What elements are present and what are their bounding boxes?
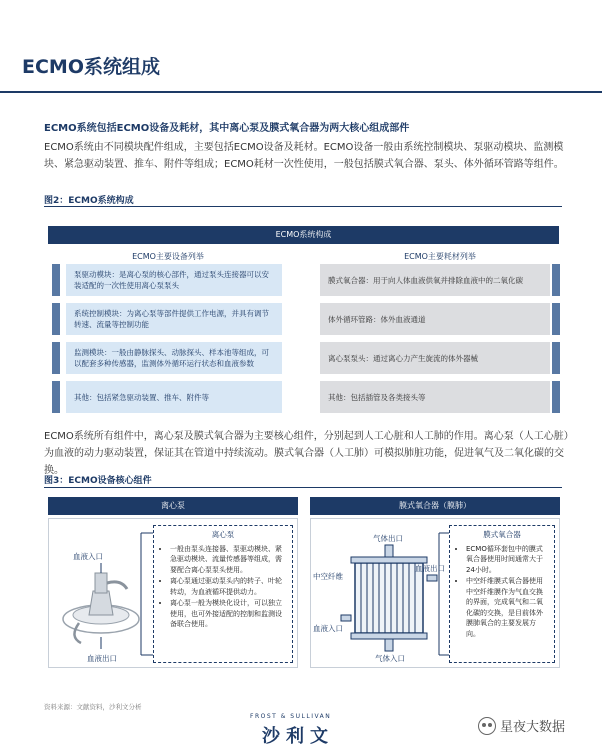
figure3-label: 图3：ECMO设备核心组件	[44, 476, 152, 486]
right-accent-bar	[552, 381, 560, 413]
oxygenator-bullet: • ECMO循环套包中的膜式氧合器使用时间通常大于24小时。	[466, 544, 548, 576]
pump-panel-header: 离心泵	[48, 497, 298, 515]
section-subheading: ECMO系统包括ECMO设备及耗材，其中离心泵及膜式氧合器为两大核心组成部件	[44, 123, 410, 134]
intro-paragraph: ECMO系统由不同模块配件组成，主要包括ECMO设备及耗材。ECMO设备一般由系统控制模块、泵驱动模块、监测模块、紧急驱动装置、推车、附件等组成；ECMO耗材一次性使用，一般包括膜式氧合器、泵头、体外循环管路等组件。	[44, 142, 564, 170]
figure2-label: 图2：ECMO系统构成	[44, 196, 134, 206]
equipment-item: 泵驱动模块：是离心泵的核心部件，通过泵头连接器可以安装适配的一次性使用离心泵泵头	[66, 264, 282, 296]
logo-tagline: FROST & SULLIVAN	[250, 713, 332, 720]
consumable-item: 膜式氧合器：用于向人体血液供氧并排除血液中的二氧化碳	[320, 264, 550, 296]
gas-outlet-label: 气体出口	[373, 534, 403, 543]
oxygenator-card-title: 膜式氧合器	[483, 530, 521, 539]
oxygenator-bullet: • 中空纤维膜式氧合器使用中空纤维膜作为气血交换的界面，完成氧气和二氧化碳的交换，是目前体外膜肺氧合的主要发展方向。	[466, 576, 548, 639]
core-components-paragraph: ECMO系统所有组件中，离心泵及膜式氧合器为主要核心组件，分别起到人工心脏和人工肺的作用。离心泵（人工心脏）为血液的动力驱动装置，保证其在管道中持续流动。膜式氧合器（人工肺）可模拟肺脏功能，促进氧气及二氧化碳的交换。	[44, 431, 574, 476]
figure3-divider	[44, 487, 562, 488]
consumables-column-header: ECMO主要耗材列举	[404, 252, 476, 261]
left-accent-bar	[52, 264, 60, 296]
equipment-item: 其他：包括紧急驱动装置、推车、附件等	[66, 381, 282, 413]
figure2-divider	[44, 206, 562, 207]
pump-panel	[48, 518, 298, 668]
pump-bullet: • 离心泵一般为模块化设计，可以独立使用，也可外接适配的控制和监测设备联合使用。	[170, 598, 286, 630]
hollow-fiber-label: 中空纤维	[313, 572, 343, 581]
figure2-diagram-title: ECMO系统构成	[48, 226, 559, 244]
watermark-text: 星夜大数据	[500, 720, 566, 735]
page-title: ECMO系统组成	[22, 56, 160, 78]
pump-inlet-label: 血液入口	[73, 552, 103, 561]
oxygenator-info-card	[449, 525, 555, 663]
equipment-item: 监测模块：一般由静脉探头、动脉探头、样本池等组成，可以配套多种传感器，监测体外循环运行状态和血液参数	[66, 342, 282, 374]
equipment-item: 系统控制模块：为离心泵等部件提供工作电源，并具有调节转速、流量等控制功能	[66, 303, 282, 335]
consumable-item: 离心泵泵头：通过离心力产生旋流的体外器械	[320, 342, 550, 374]
right-accent-bar	[552, 264, 560, 296]
pump-outlet-label: 血液出口	[87, 654, 117, 663]
left-accent-bar	[52, 303, 60, 335]
blood-outlet-label: 血液出口	[415, 564, 445, 573]
blood-inlet-label: 血液入口	[313, 624, 343, 633]
pump-bullet: • 离心泵通过驱动泵头内的转子、叶轮转动，为血液循环提供动力。	[170, 576, 286, 597]
company-logo: 沙利文	[262, 726, 334, 747]
page-header	[0, 0, 602, 92]
title-divider	[0, 91, 602, 93]
oxygenator-panel	[310, 518, 560, 668]
oxygenator-panel-header: 膜式氧合器（膜肺）	[310, 497, 560, 515]
consumable-item: 其他：包括插管及各类接头等	[320, 381, 550, 413]
left-accent-bar	[52, 381, 60, 413]
pump-bullet: • 一般由泵头连接器、泵驱动模块、紧急驱动模块、流量传感器等组成，需要配合离心泵泵头使用。	[170, 544, 286, 576]
watermark	[478, 716, 565, 735]
gas-inlet-label: 气体入口	[375, 654, 405, 663]
equipment-column-header: ECMO主要设备列举	[132, 252, 204, 261]
right-accent-bar	[552, 342, 560, 374]
wechat-icon	[478, 717, 496, 735]
right-accent-bar	[552, 303, 560, 335]
left-accent-bar	[52, 342, 60, 374]
pump-card-title: 离心泵	[211, 530, 235, 539]
pump-info-card	[153, 525, 293, 663]
consumable-item: 体外循环管路：体外血液通道	[320, 303, 550, 335]
source-note: 资料来源：文献资料，沙利文分析	[44, 703, 142, 711]
